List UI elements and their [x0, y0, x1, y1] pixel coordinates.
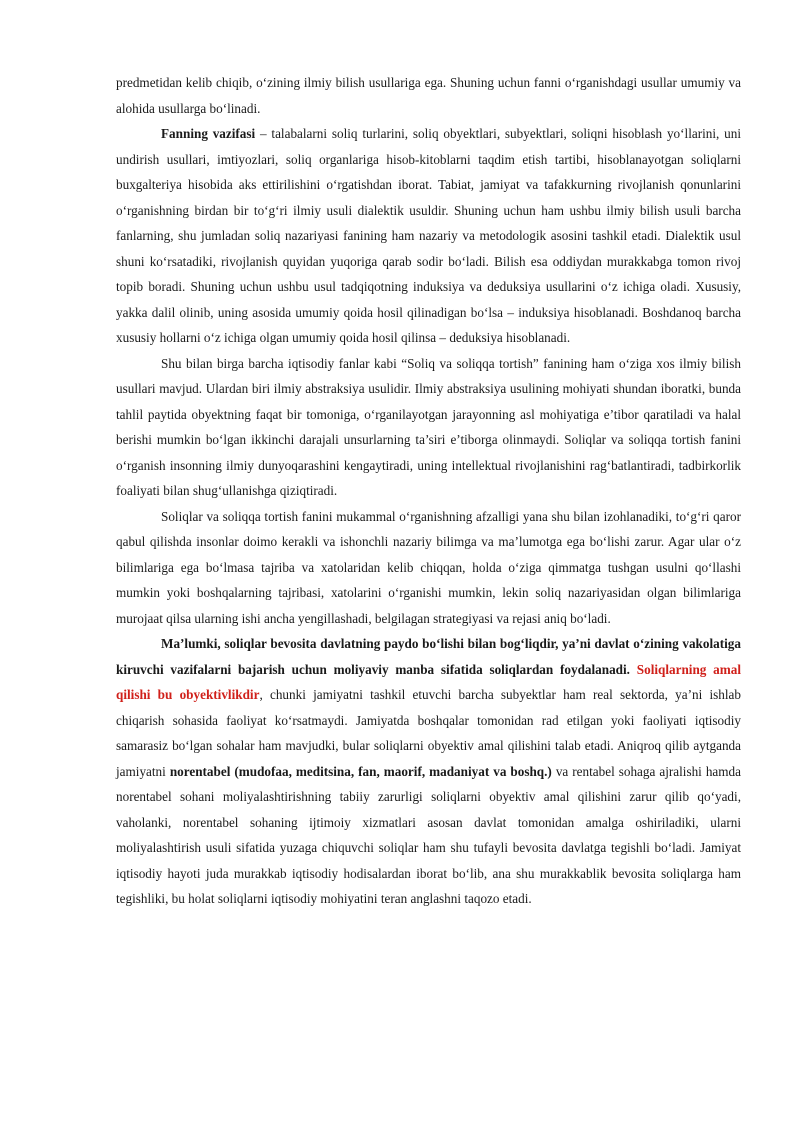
paragraph-bold-lead: Ma’lumki, soliqlar bevosita davlatning paydo bo‘lishi bilan bog‘liqdir, ya’ni davlat o‘zining vakolatiga kiruvchi vazifalarni bajarish uchun moliyaviy manba sifatida soliqlardan foydalanadi.	[116, 636, 741, 677]
paragraph-text: – talabalarni soliq turlarini, soliq obyektlari, subyektlari, soliqni hisoblash yo‘llarini, uni undirish usullari, imtiyozlari, soliq organlariga hisob-kitoblarni taqdim etish tartibi, hisoblanayotgan soliqlarni buxgalteriya hisobida aks ettirilishini o‘rgatishdan iborat. Tabiat, jamiyat va tafakkurning rivojlanish qonunlarini o‘rganishning birdan bir to‘g‘ri ilmiy usuli dialektik usuldir. Shuning uchun ham ushbu ilmiy bilish usuli barcha fanlarning, shu jumladan soliq nazariyasi fanining ham nazariy va metodologik asosini tashkil etadi. Dialektik usul shuni ko‘rsatadiki, rivojlanish quyidan yuqoriga qarab sodir bo‘ladi. Bilish esa oddiydan murakkabga tomon rivoj topib boradi. Shuning uchun ushbu usul tadqiqotning induksiya va deduksiya usullarini o‘z ichiga oladi. Xususiy, yakka dalil olinib, uning asosida umumiy qoida hosil qilinadigan bo‘lsa – induksiya hisoblanadi. Boshdanoq barcha xususiy hollarni o‘z ichiga olgan umumiy qoida hosil qilinsa – deduksiya hisoblanadi.	[116, 126, 741, 345]
document-body	[116, 70, 741, 912]
paragraph-text: Soliqlar va soliqqa tortish fanini mukammal o‘rganishning afzalligi yana shu bilan izohlanadiki, to‘g‘ri qaror qabul qilishda insonlar doimo kerakli va ishonchli nazariy bilimga va ma’lumotga ega bo‘lishi zarur. Agar ular o‘z bilimlariga ega bo‘lmasa tajriba va xatolaridan kelib chiqqan, holda o‘ziga qimmatga tushgan usulni qo‘llashi mumkin yoki boshqalarning tajribasi, xatolarini o‘rganishi mumkin, lekin soliq nazariyasidan olgan bilimlariga murojaat qilsa ularning ishi ancha yengillashadi, belgilagan strategiyasi va rejasi aniq bo‘ladi.	[116, 508, 741, 626]
red-highlight-phrase: Soliqlarning amal qilishi bu obyektivlikdir	[116, 661, 741, 702]
paragraph-text: Shu bilan birga barcha iqtisodiy fanlar kabi “Soliq va soliqqa tortish” fanining ham o‘ziga xos ilmiy bilish usullari mavjud. Ulardan biri ilmiy abstraksiya usulidir. Ilmiy abstraksiya usulining mohiyati shundan iboratki, bunda tahlil paytida obyektning faqat bir tomoniga, o‘rganilayotgan jarayonning asl mohiyatiga e’tibor qaratiladi va halal berishi mumkin bo‘lgan ikkinchi darajali unsurlarning ta’siri e’tiborga olinmaydi. Soliqlar va soliqqa tortish fanini o‘rganish insonning ilmiy dunyoqarashini kengaytiradi, uning intellektual rivojlanishini rag‘batlantiradi, tadbirkorlik foaliyati bilan shug‘ullanishga qiziqtiradi.	[116, 355, 741, 498]
paragraph-bold-lead: Fanning vazifasi	[161, 126, 256, 141]
paragraph-text-b: va rentabel sohaga ajralishi hamda norentabel sohani moliyalashtirishning tabiiy zarurligi soliqlarni obyektiv amal qilishini zarur qilib qo‘yadi, vaholanki, norentabel sohaning ijtimoiy xizmatlari asosan davlat tomonidan amalga oshiriladiki, ularni moliyalashtirish usuli sifatida yuzaga chiquvchi soliqlar ham shu tufayli bevosita davlatga tegishli bo‘ladi. Jamiyat iqtisodiy hayoti juda murakkab iqtisodiy hodisalardan iborat bo‘lib, ana shu murakkablik bevosita soliqlarga ham tegishliki, bu holat soliqlarni iqtisodiy mohiyatini teran anglashni taqozo etadi.	[116, 763, 741, 906]
paragraph-text-a: , chunki jamiyatni tashkil etuvchi barcha subyektlar ham real sektorda, ya’ni ishlab chiqarish sohasida faoliyat ko‘rsatmaydi. Jamiyatda boshqalar tomonidan rad etilgan yoki faoliyati iqtisodiy samarasiz bo‘lgan sohalar ham mavjudki, bular soliqlarni obyektiv amal qilishini talab etadi. Aniqroq qilib aytganda jamiyatni	[116, 687, 741, 779]
paragraph-2	[116, 121, 741, 351]
paragraph-text: predmetidan kelib chiqib, o‘zining ilmiy bilish usullariga ega. Shuning uchun fanni o‘rganishdagi usullar umumiy va alohida usullarga bo‘linadi.	[116, 75, 741, 116]
paragraph-1	[116, 70, 741, 121]
paragraph-bold-mid: norentabel (mudofaa, meditsina, fan, maorif, madaniyat va boshq.)	[169, 763, 552, 779]
paragraph-3	[116, 351, 741, 504]
paragraph-5	[116, 631, 741, 912]
paragraph-4	[116, 504, 741, 632]
